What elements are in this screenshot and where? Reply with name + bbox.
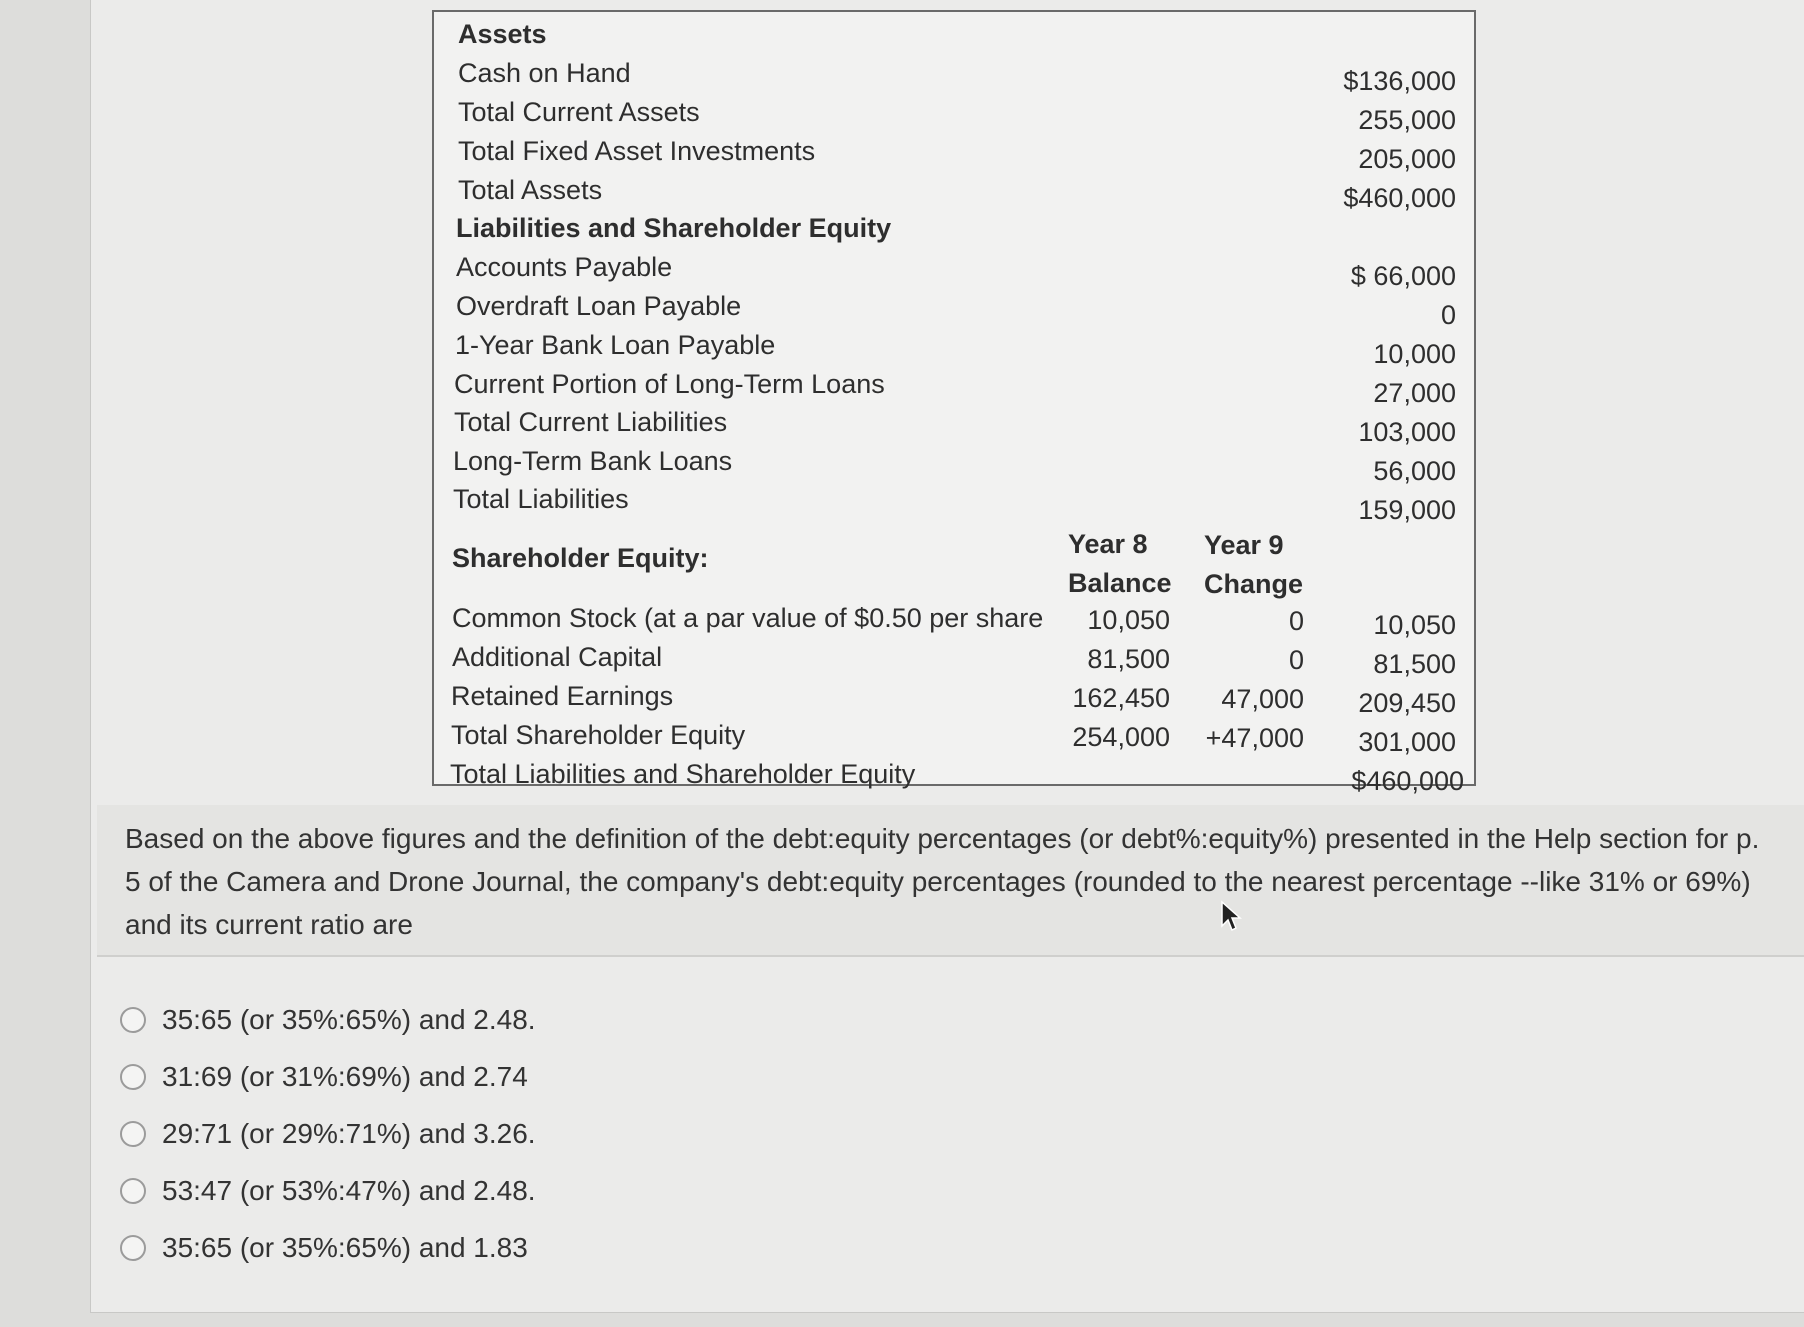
liability-label: Current Portion of Long-Term Loans	[454, 369, 885, 399]
liabilities-heading: Liabilities and Shareholder Equity	[456, 213, 892, 243]
answer-option-1[interactable]	[120, 1000, 536, 1040]
radio-button[interactable]	[120, 1178, 146, 1204]
equity-year8-value: 10,050	[1087, 605, 1170, 635]
asset-value-1: $136,000	[1343, 66, 1456, 96]
question-prompt-area	[97, 805, 1804, 957]
asset-label-fixed: Total Fixed Asset Investments	[458, 136, 816, 166]
answer-option-4[interactable]	[120, 1171, 536, 1211]
equity-year8-value: 254,000	[1072, 722, 1170, 752]
option-label: 35:65 (or 35%:65%) and 2.48.	[162, 1004, 536, 1035]
equity-row-label: Retained Earnings	[451, 681, 674, 711]
answer-option-3[interactable]	[120, 1114, 536, 1154]
year8-subheader: Balance	[1068, 568, 1172, 598]
liability-label: Long-Term Bank Loans	[453, 446, 733, 476]
equity-total-value: 81,500	[1373, 649, 1456, 679]
mouse-pointer-icon	[1220, 900, 1242, 932]
liability-value: 10,000	[1373, 339, 1456, 369]
balance-sheet-table	[432, 10, 1476, 796]
liability-label: Total Liabilities	[453, 484, 629, 514]
option-label: 29:71 (or 29%:71%) and 3.26.	[162, 1118, 536, 1149]
radio-button[interactable]	[120, 1064, 146, 1090]
liability-value: 0	[1440, 300, 1456, 330]
total-liabilities-equity-value: $460,000	[1351, 766, 1464, 796]
asset-label-total: Total Assets	[458, 175, 603, 205]
total-liabilities-equity-label: Total Liabilities and Shareholder Equity	[450, 759, 916, 789]
asset-value-2: 255,000	[1358, 105, 1456, 135]
equity-year9-value: 0	[1288, 645, 1304, 675]
year8-header: Year 8	[1068, 529, 1148, 559]
liability-label: Total Current Liabilities	[454, 407, 728, 437]
equity-row-label: Additional Capital	[452, 642, 663, 672]
liability-value: 159,000	[1358, 495, 1456, 525]
radio-button[interactable]	[120, 1121, 146, 1147]
equity-year8-value: 81,500	[1087, 644, 1170, 674]
liability-label: Overdraft Loan Payable	[456, 291, 742, 321]
equity-total-value: 209,450	[1358, 688, 1456, 718]
equity-total-value: 301,000	[1358, 727, 1456, 757]
answer-option-5[interactable]	[120, 1228, 528, 1268]
equity-year9-value: +47,000	[1205, 723, 1304, 753]
year9-subheader: Change	[1204, 569, 1304, 599]
equity-year9-value: 47,000	[1221, 684, 1304, 714]
liability-value: $ 66,000	[1350, 261, 1456, 291]
liability-value: 56,000	[1373, 456, 1456, 486]
liability-label: Accounts Payable	[456, 252, 673, 282]
asset-value-3: 205,000	[1358, 144, 1456, 174]
question-text: Based on the above figures and the definition of the debt:equity percentages (or debt%:equity%) presented in the Help section for p. 5 of the Camera and Drone Journal, the company's debt:equity percentages (rounded to the nearest percentage --like 31% or 69%) and its current ratio are	[125, 823, 1760, 940]
asset-label-cash: Cash on Hand	[458, 58, 631, 88]
answer-option-2[interactable]	[120, 1057, 528, 1097]
option-label: 31:69 (or 31%:69%) and 2.74	[162, 1061, 528, 1092]
radio-button[interactable]	[120, 1007, 146, 1033]
equity-year8-value: 162,450	[1072, 683, 1170, 713]
option-label: 53:47 (or 53%:47%) and 2.48.	[162, 1175, 536, 1206]
assets-heading: Assets	[458, 19, 547, 49]
liability-value: 103,000	[1358, 417, 1456, 447]
asset-label-current: Total Current Assets	[458, 97, 700, 127]
radio-button[interactable]	[120, 1235, 146, 1261]
equity-heading: Shareholder Equity:	[452, 543, 709, 573]
equity-row-label: Total Shareholder Equity	[451, 720, 746, 750]
year9-header: Year 9	[1204, 530, 1284, 560]
liability-label: 1-Year Bank Loan Payable	[455, 330, 776, 360]
option-label: 35:65 (or 35%:65%) and 1.83	[162, 1232, 528, 1263]
equity-row-label: Common Stock (at a par value of $0.50 per share	[452, 603, 1044, 633]
liability-value: 27,000	[1373, 378, 1456, 408]
equity-year9-value: 0	[1288, 606, 1304, 636]
asset-value-4: $460,000	[1343, 183, 1456, 213]
equity-total-value: 10,050	[1373, 610, 1456, 640]
